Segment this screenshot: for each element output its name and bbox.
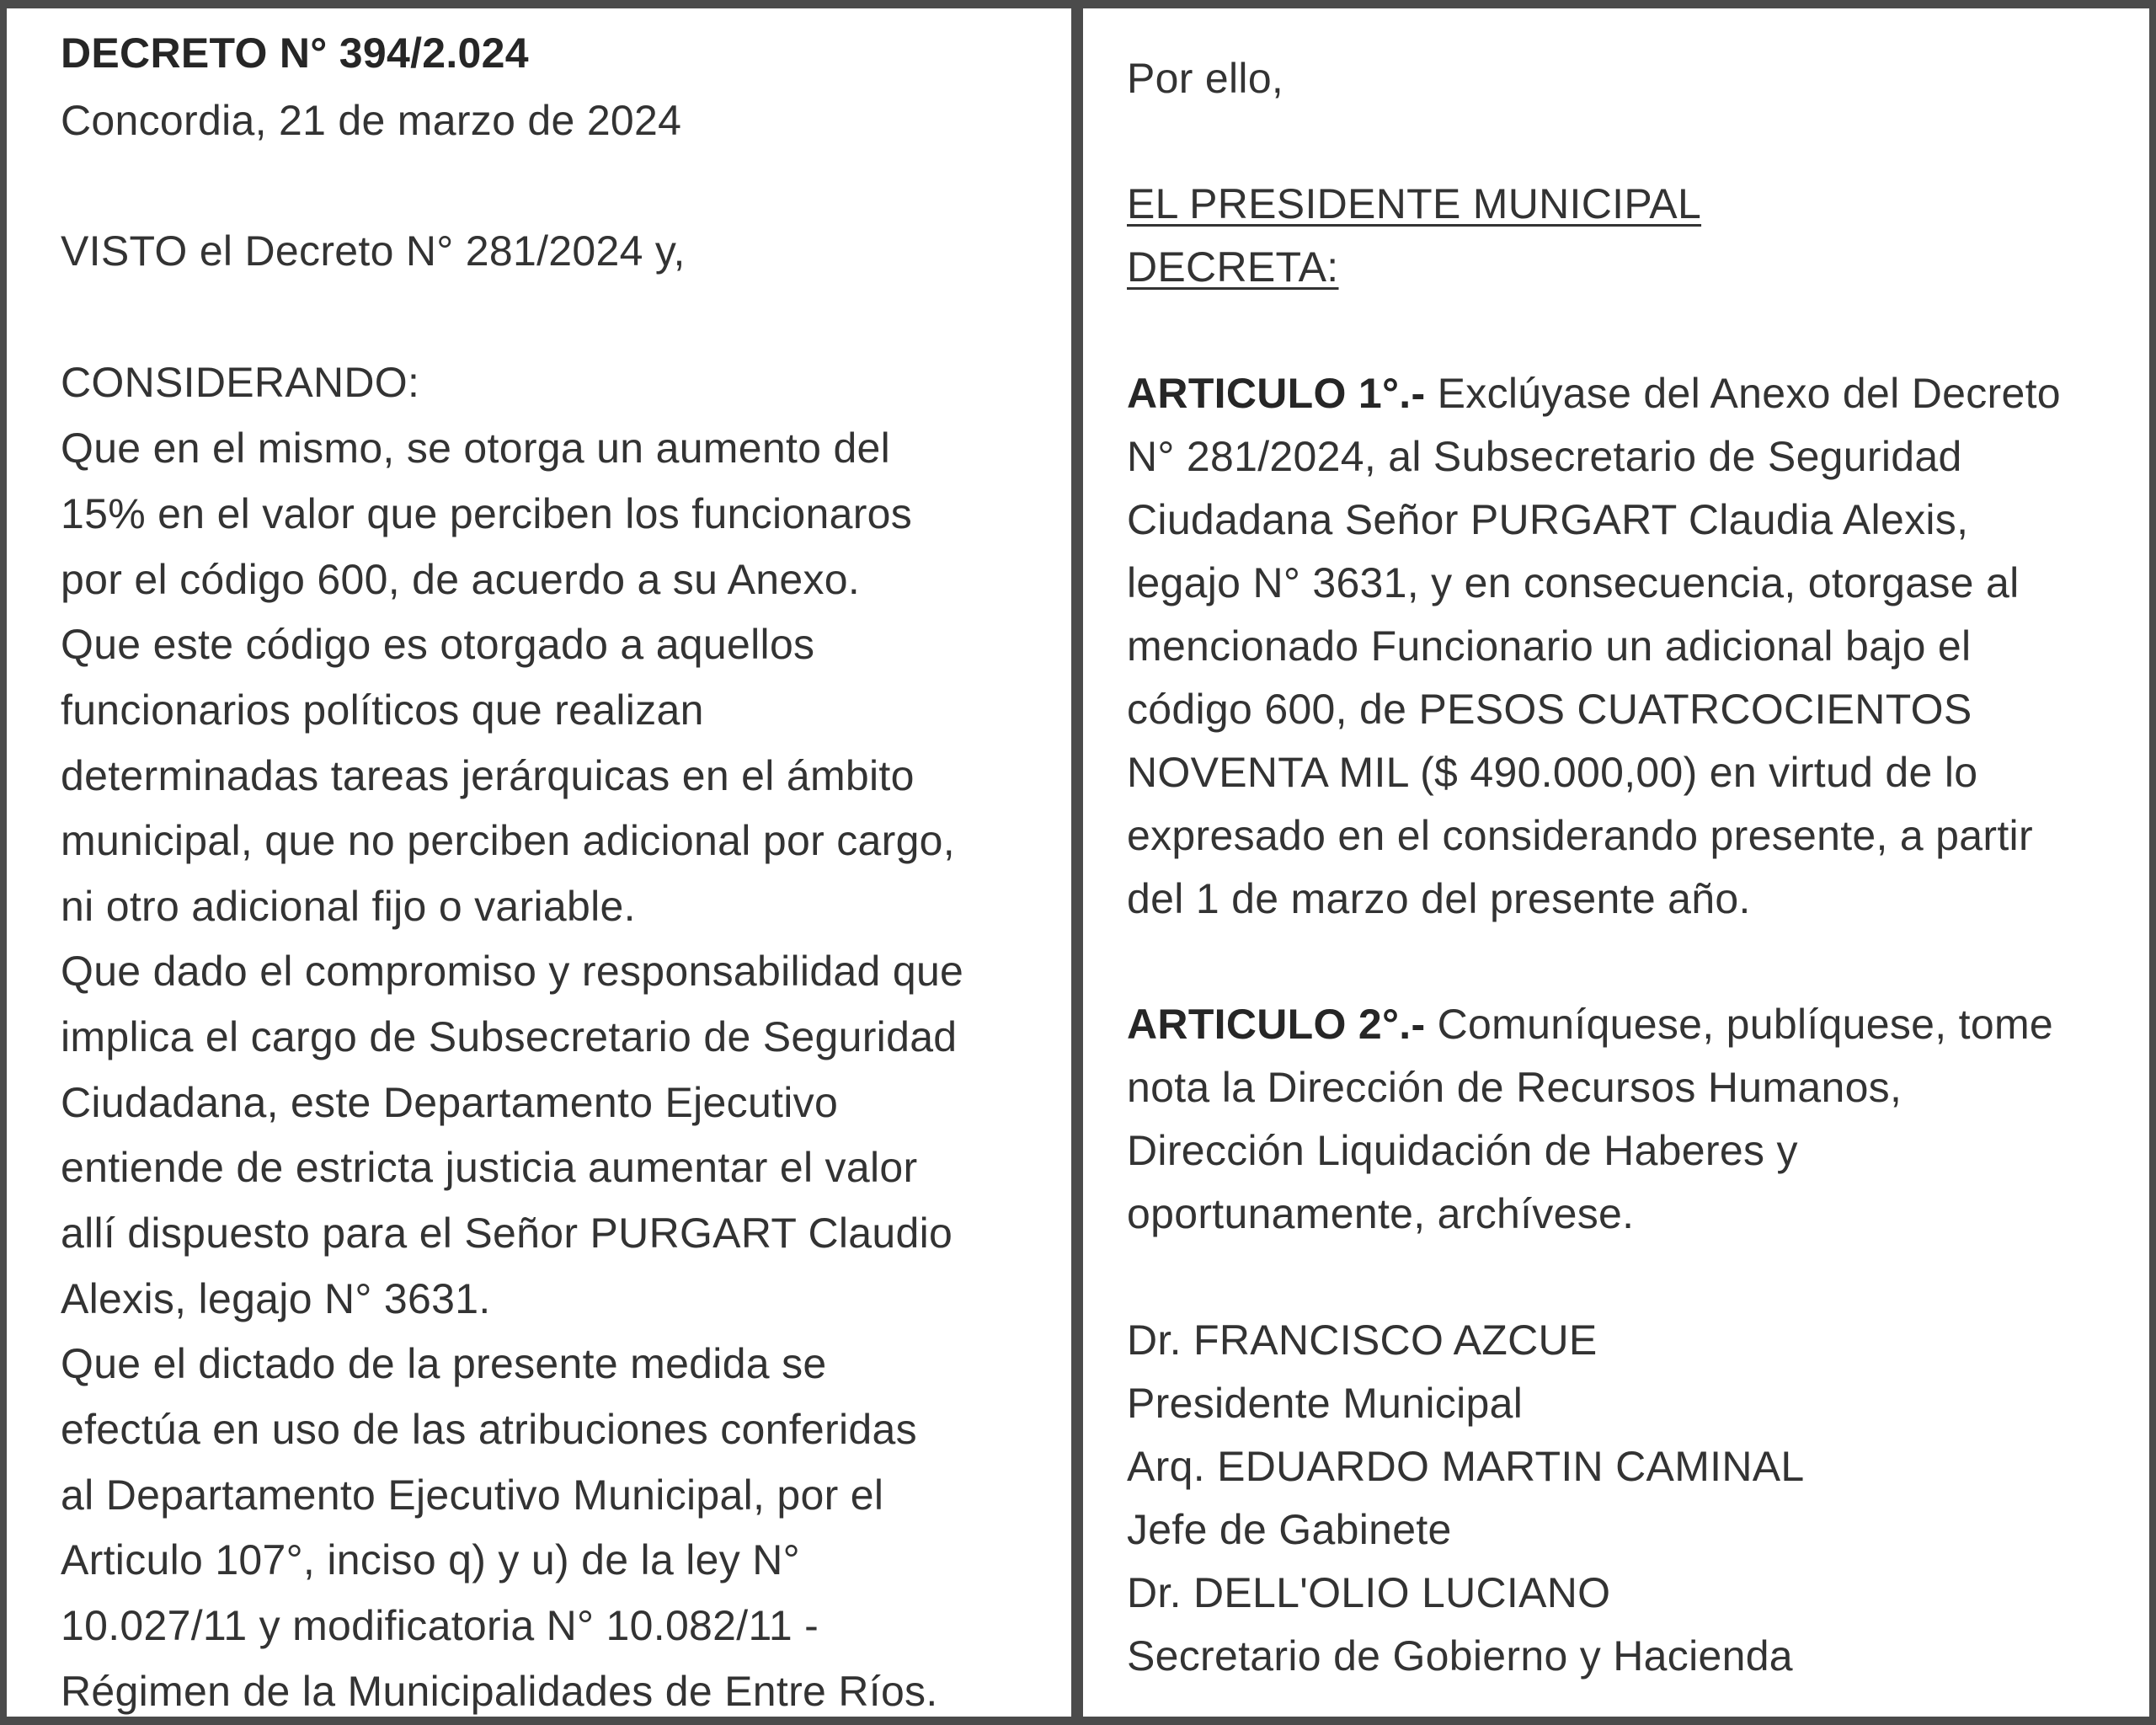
considerando-line: al Departamento Ejecutivo Municipal, por el xyxy=(61,1471,884,1519)
considerando-line: funcionarios políticos que realizan xyxy=(61,686,704,734)
frame-border-right xyxy=(2149,0,2156,1725)
place-date: Concordia, 21 de marzo de 2024 xyxy=(61,97,682,144)
article-1-line: expresado en el considerando presente, a partir xyxy=(1127,812,2033,859)
column-divider xyxy=(1071,0,1083,1725)
considerando-line: 10.027/11 y modificatoria N° 10.082/11 - xyxy=(61,1602,819,1649)
article-1-line: del 1 de marzo del presente año. xyxy=(1127,875,1751,922)
considerando-line: allí dispuesto para el Señor PURGART Claudio xyxy=(61,1210,953,1257)
article-1-label: ARTICULO 1°.- xyxy=(1127,370,1426,417)
article-2-line: nota la Dirección de Recursos Humanos, xyxy=(1127,1064,1903,1111)
considerando-line: Que dado el compromiso y responsabilidad que xyxy=(61,948,964,995)
article-1-line: código 600, de PESOS CUATRCOCIENTOS xyxy=(1127,686,1972,733)
considerando-line: Que en el mismo, se otorga un aumento del xyxy=(61,425,891,472)
considerando-line: 15% en el valor que perciben los funcionaros xyxy=(61,490,913,537)
considerando-line: efectúa en uso de las atribuciones conferidas xyxy=(61,1406,917,1453)
article-1-line: N° 281/2024, al Subsecretario de Seguridad xyxy=(1127,433,1962,480)
article-2-label: ARTICULO 2°.- xyxy=(1127,1001,1426,1048)
considerando-line: Régimen de la Municipalidades de Entre Ríos. xyxy=(61,1668,938,1715)
decree-title: DECRETO N° 394/2.024 xyxy=(61,29,529,77)
decreta-heading: DECRETA: xyxy=(1127,243,1339,291)
article-1-line: mencionado Funcionario un adicional bajo el xyxy=(1127,622,1972,670)
article-1-text: Exclúyase del Anexo del Decreto xyxy=(1425,370,2061,417)
article-1-line: legajo N° 3631, y en consecuencia, otorgase al xyxy=(1127,559,2020,606)
por-ello: Por ello, xyxy=(1127,55,1284,102)
article-1-first-line xyxy=(1127,368,2061,419)
signatory-name: Arq. EDUARDO MARTIN CAMINAL xyxy=(1127,1443,1805,1490)
considerando-line: implica el cargo de Subsecretario de Seguridad xyxy=(61,1013,958,1060)
considerando-line: Articulo 107°, inciso q) y u) de la ley N° xyxy=(61,1536,800,1583)
article-2-text: Comuníquese, publíquese, tome xyxy=(1425,1001,2054,1048)
article-1-line: Ciudadana Señor PURGART Claudia Alexis, xyxy=(1127,496,1969,543)
president-heading: EL PRESIDENTE MUNICIPAL xyxy=(1127,180,1702,227)
considerando-line: Ciudadana, este Departamento Ejecutivo xyxy=(61,1079,839,1126)
article-2-line: oportunamente, archívese. xyxy=(1127,1190,1635,1237)
signatory-title: Jefe de Gabinete xyxy=(1127,1506,1452,1553)
considerando-line: Que el dictado de la presente medida se xyxy=(61,1340,827,1387)
signatory-title: Secretario de Gobierno y Hacienda xyxy=(1127,1632,1793,1680)
considerando-heading: CONSIDERANDO: xyxy=(61,359,420,406)
visto-line: VISTO el Decreto N° 281/2024 y, xyxy=(61,227,686,275)
right-column xyxy=(1127,0,2137,1717)
considerando-line: Alexis, legajo N° 3631. xyxy=(61,1275,491,1322)
considerando-line: por el código 600, de acuerdo a su Anexo. xyxy=(61,556,861,603)
frame-border-left xyxy=(0,0,7,1725)
article-2-first-line xyxy=(1127,999,2053,1049)
signatory-name: Dr. FRANCISCO AZCUE xyxy=(1127,1316,1598,1364)
article-2-line: Dirección Liquidación de Haberes y xyxy=(1127,1127,1798,1174)
considerando-line: Que este código es otorgado a aquellos xyxy=(61,621,815,668)
considerando-line: ni otro adicional fijo o variable. xyxy=(61,883,636,930)
considerando-line: municipal, que no perciben adicional por cargo, xyxy=(61,817,955,864)
signatory-name: Dr. DELL'OLIO LUCIANO xyxy=(1127,1569,1611,1616)
signatory-title: Presidente Municipal xyxy=(1127,1380,1524,1427)
considerando-line: entiende de estricta justicia aumentar el valor xyxy=(61,1144,918,1191)
article-1-line: NOVENTA MIL ($ 490.000,00) en virtud de lo xyxy=(1127,749,1978,796)
considerando-line: determinadas tareas jerárquicas en el ámbito xyxy=(61,752,915,799)
left-column xyxy=(61,0,1054,1717)
